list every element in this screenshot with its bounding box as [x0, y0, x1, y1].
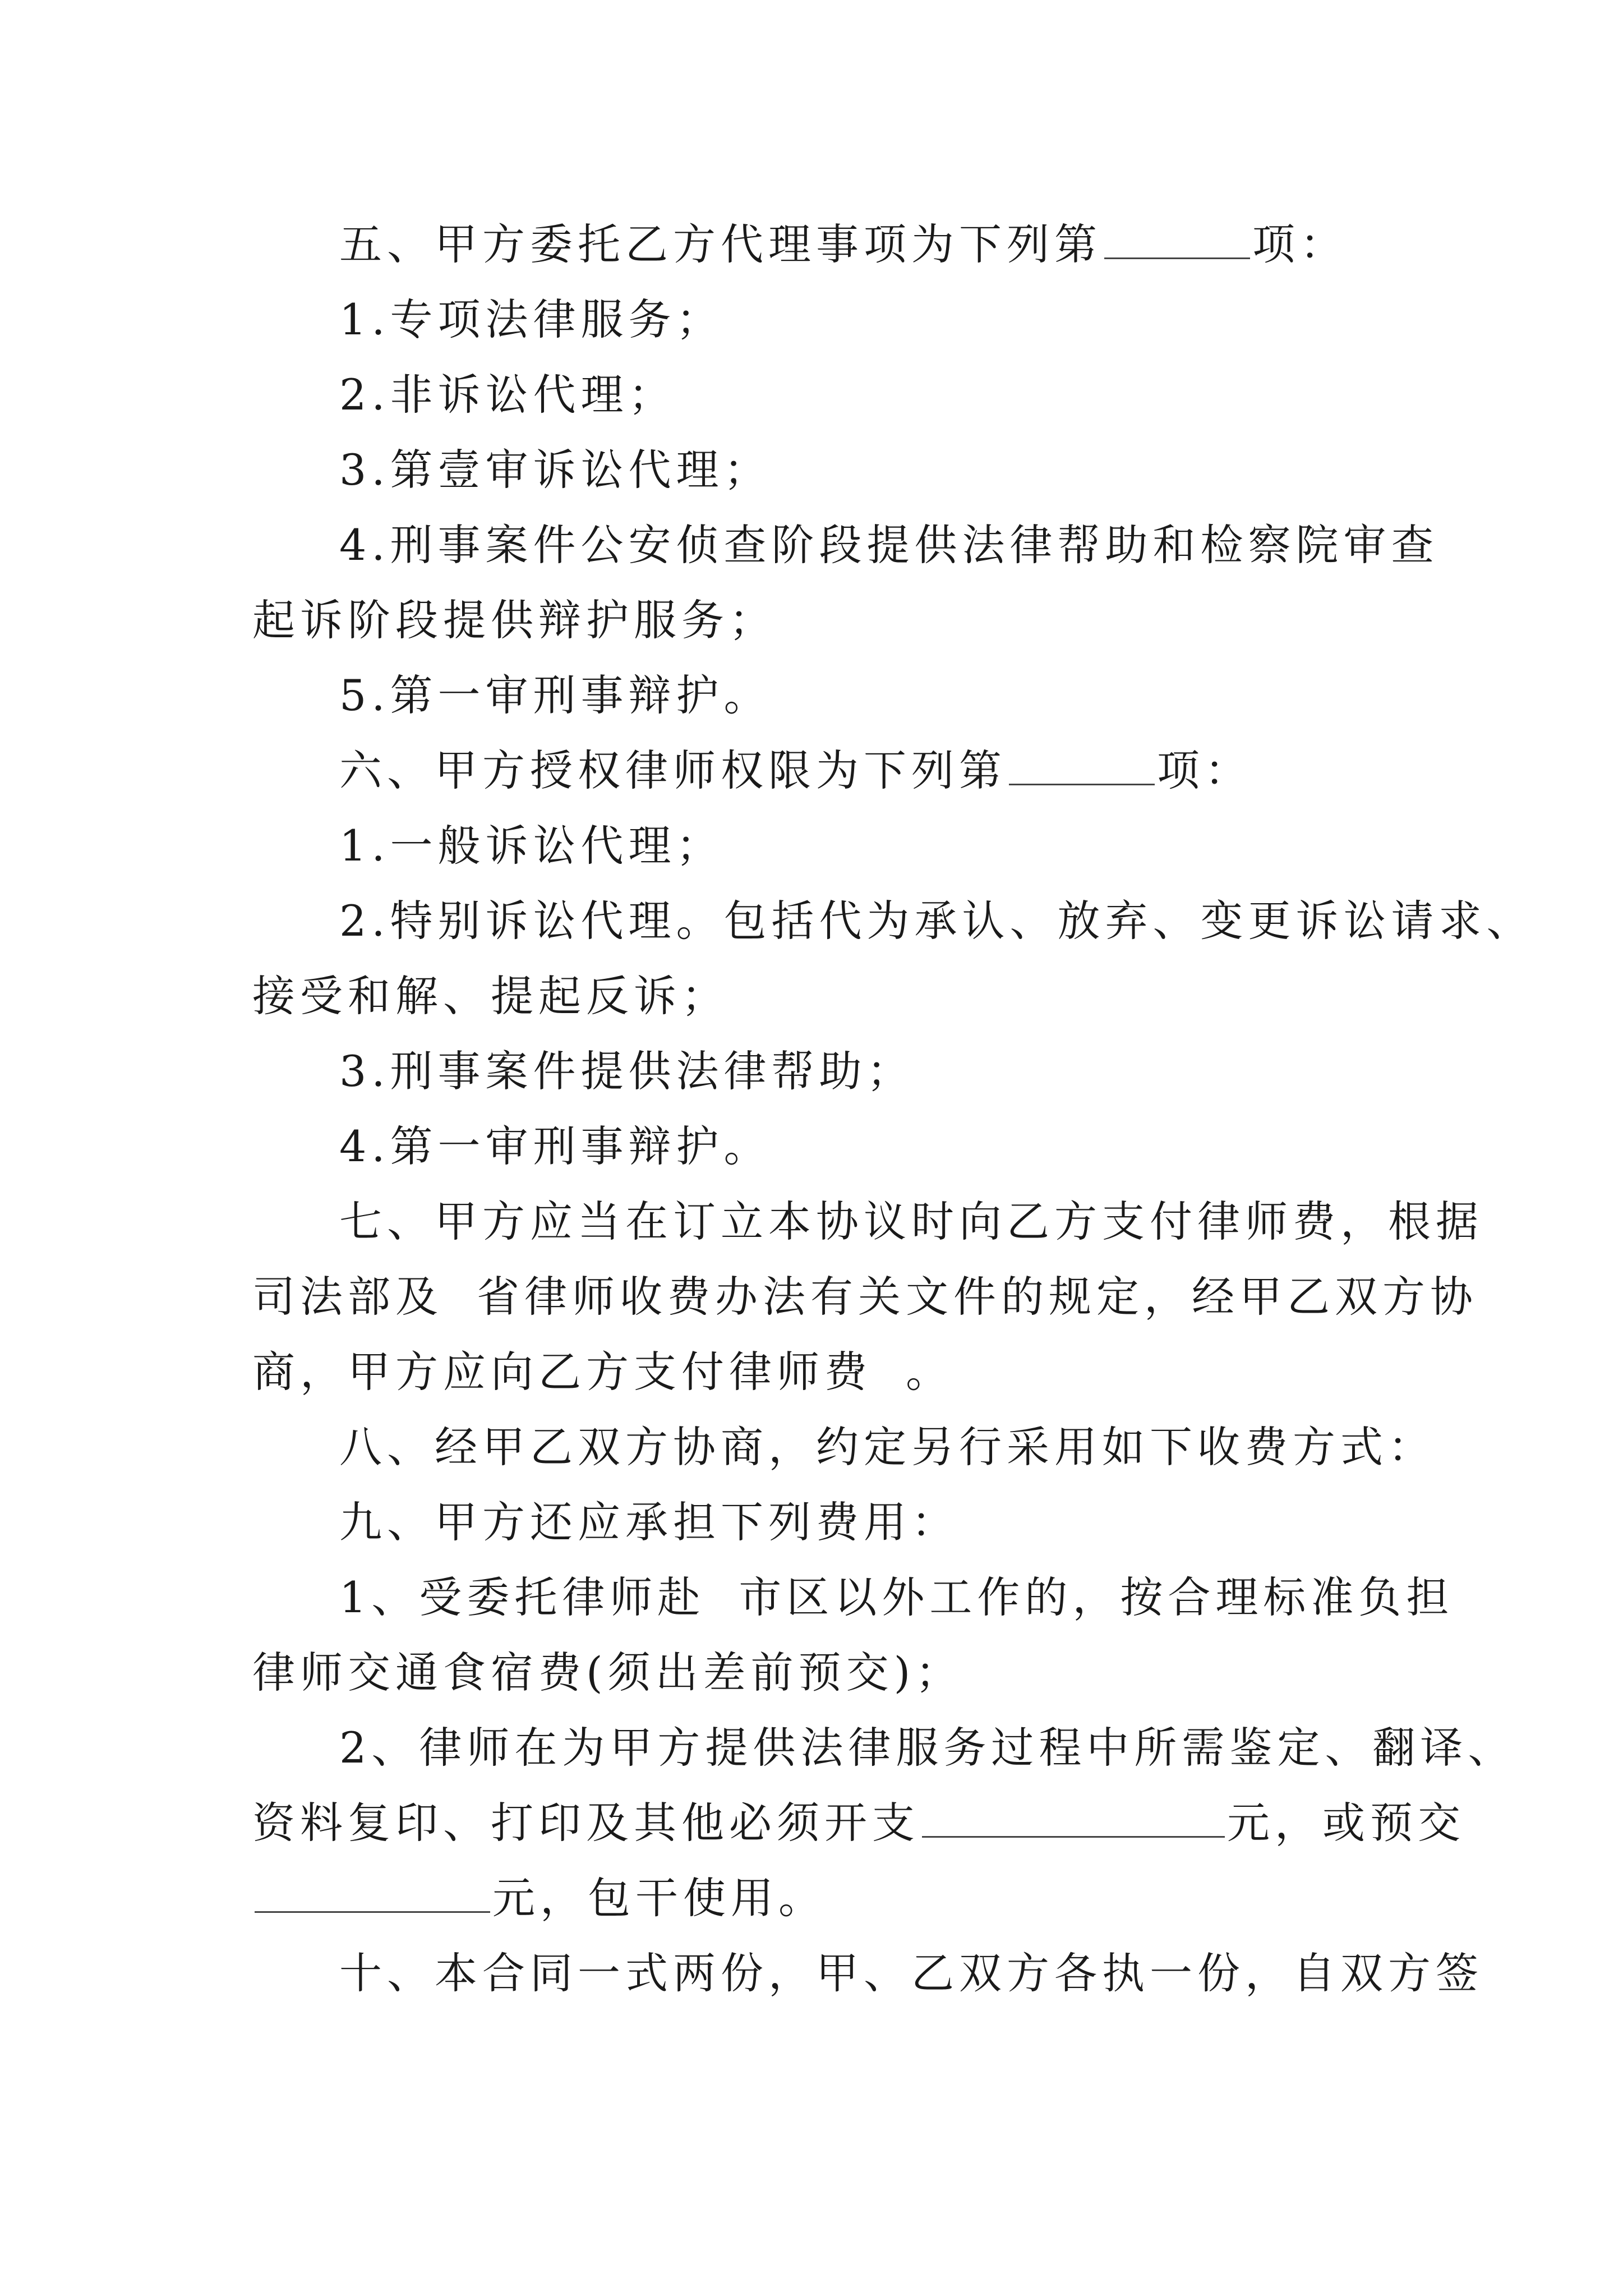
clause-9-item-2: 2、律师在为甲方提供法律服务过程中所需鉴定、翻译、	[339, 1723, 1516, 1773]
clause-8-text: 八、经甲乙双方协商，约定另行采用如下收费方式：	[339, 1422, 1436, 1472]
clause-7-part-a: 司法部及	[252, 1272, 443, 1322]
clause-5-heading	[339, 205, 1461, 284]
clause-7-continued	[252, 1258, 1478, 1336]
expense-text: 资料复印、打印及其他必须开支	[252, 1798, 920, 1848]
clause-9-item-1	[339, 1558, 1461, 1637]
fee-text: 商，甲方应向乙方支付律师费	[252, 1347, 872, 1397]
clause-5-text: 五、甲方委托乙方代理事项为下列第	[339, 219, 1102, 269]
clause-5-item-4: 4.刑事案件公安侦查阶段提供法律帮助和检察院审查	[339, 520, 1439, 570]
clause-7-fee-line	[252, 1333, 1374, 1411]
clause-6-suffix: 项：	[1157, 746, 1252, 795]
clause-10-text: 十、本合同一式两份，甲、乙双方各执一份，自双方签	[339, 1948, 1483, 1998]
clause-6-text: 六、甲方授权律师权限为下列第	[339, 746, 1007, 795]
clause-5-item-1: 1.专项法律服务；	[339, 295, 724, 344]
clause-9-item-1-continued: 律师交通食宿费(须出差前预交)；	[252, 1648, 963, 1697]
clause-7-text: 七、甲方应当在订立本协议时向乙方支付律师费，根据	[339, 1197, 1483, 1246]
clause-6-item-3: 3.刑事案件提供法律帮助；	[339, 1046, 915, 1096]
clause-9-heading: 九、甲方还应承担下列费用：	[339, 1497, 959, 1547]
prepay-amount-blank	[255, 1872, 490, 1913]
clause-6-item-1: 1.一般诉讼代理；	[339, 821, 724, 871]
prepay-suffix: 元，包干使用。	[492, 1873, 826, 1923]
clause-5-item-4-continued: 起诉阶段提供辩护服务；	[252, 595, 777, 645]
clause-6-item-4: 4.第一审刑事辩护。	[339, 1121, 772, 1171]
clause-5-item-3: 3.第壹审诉讼代理；	[339, 445, 772, 495]
clause-6-heading	[339, 731, 1461, 810]
item-number-blank	[1009, 744, 1155, 785]
prepay-line	[252, 1859, 1374, 1938]
fee-period: 。	[906, 1347, 953, 1397]
item-number-blank	[1104, 218, 1250, 259]
clause-9-item-2-continued	[252, 1784, 1465, 1862]
expense-suffix: 元，或预交	[1227, 1798, 1465, 1848]
clause-6-item-2-continued: 接受和解、提起反诉；	[252, 971, 729, 1021]
clause-5-suffix: 项：	[1252, 219, 1348, 269]
clause-9-item-1-part-a: 1、受委托律师赴	[339, 1572, 706, 1622]
clause-5-item-5: 5.第一审刑事辩护。	[339, 670, 772, 720]
clause-6-item-2: 2.特别诉讼代理。包括代为承认、放弃、变更诉讼请求、	[339, 896, 1534, 946]
clause-5-item-2: 2.非诉讼代理；	[339, 370, 676, 420]
clause-9-item-1-part-b: 市区以外工作的，按合理标准负担	[739, 1572, 1454, 1622]
clause-7-part-b: 省律师收费办法有关文件的规定，经甲乙双方协	[477, 1272, 1478, 1322]
expense-amount-blank	[922, 1797, 1225, 1838]
